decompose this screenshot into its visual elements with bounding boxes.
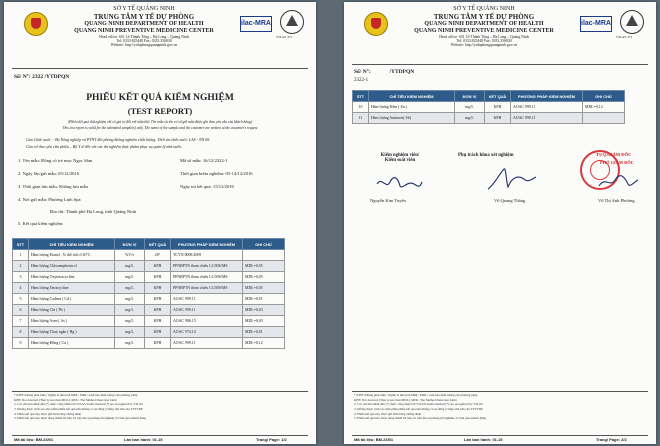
table-row xyxy=(13,327,285,338)
stt-cell: 5 xyxy=(13,294,29,305)
unit-cell: %V/v xyxy=(115,250,145,261)
footer-page: Trang/ Page: 2/2 xyxy=(596,437,627,442)
dept-name-en: QUANG NINH DEPARTMENT OF HEALTH xyxy=(424,20,544,27)
note-line: 2. Các chỉ tiêu đánh dấu (*) được công nhận bởi VILAS/ Items marked (*) are recognized by VILAS xyxy=(14,402,143,407)
unit-cell: mg/L xyxy=(115,283,145,294)
website: Website: http://ytduphongquangninh.gov.vn xyxy=(110,43,178,48)
table-row xyxy=(353,102,625,113)
org-header xyxy=(54,6,234,48)
method-cell: PPNBPTN tham chiếu LC/MS/MS xyxy=(171,261,243,272)
column-header-parameter: CHỈ TIÊU KIỂM NGHIỆM xyxy=(29,239,115,250)
table-row xyxy=(13,338,285,349)
test-report-page-1 xyxy=(4,2,316,444)
parameter-cell: Hàm lượng Tetracycline xyxy=(29,283,115,294)
center-name-vi: TRUNG TÂM Y TẾ DỰ PHÒNG xyxy=(433,12,535,21)
result-cell: KPH xyxy=(485,113,511,124)
parameter-cell: Hàm lượng Oxytetracycline xyxy=(29,272,115,283)
footer-divider xyxy=(12,435,308,436)
note-line: KPH: Not detected (That is less than MDL); MDL: The Method Detection Limit xyxy=(14,397,117,402)
inspector-name: Nguyễn Kim Tuyến xyxy=(370,198,406,203)
sample-info-2: 2. Ngày lấy/gửi mẫu: 05/12/2016 xyxy=(18,171,80,176)
note-line: 5. Phiếu kết quả này được đóng thành 02 bản, 01 bản lưu tại phòng thí nghiệm, 01 bản giao khách hàng xyxy=(354,416,486,421)
org-header xyxy=(394,6,574,48)
stt-cell: 3 xyxy=(13,272,29,283)
column-header-stt: STT xyxy=(13,239,29,250)
note-cell: MDL=0,01 xyxy=(243,294,285,305)
unit-cell: mg/L xyxy=(455,113,485,124)
column-header-unit: ĐƠN VỊ xyxy=(115,239,145,250)
column-header-note: GHI CHÚ xyxy=(243,239,285,250)
result-cell: 20° xyxy=(145,250,171,261)
inspector-label: Kiểm nghiệm viên/ Kiểm soát viên xyxy=(380,153,420,163)
unit-cell: mg/L xyxy=(115,272,145,283)
parameter-cell: Hàm lượng Chloramphenicol xyxy=(29,261,115,272)
report-title-en: (TEST REPORT) xyxy=(127,106,193,116)
sample-info-3: 3. Thời gian lưu mẫu: Không lưu mẫu xyxy=(18,184,88,189)
result-cell: KPH xyxy=(145,261,171,272)
doc-number-value: /YTDPQN xyxy=(389,69,415,75)
unit-cell: mg/L xyxy=(455,102,485,113)
address: Head office: 651 Lê Thánh Tông – Hạ Long – Quảng Ninh xyxy=(99,34,189,39)
vilas-code: VILAS 371 xyxy=(616,35,633,39)
column-header-method: PHƯƠNG PHÁP KIỂM NGHIỆM xyxy=(511,91,583,102)
stt-cell: 9 xyxy=(13,338,29,349)
disclaimer-en: This test report is valid for the submitted sample(s) only. The name of the sample and the customer are written at the customer's request xyxy=(62,126,258,130)
address: Head office: 651 Lê Thánh Tông – Hạ Long – Quảng Ninh xyxy=(439,34,529,39)
note-line: 3. Không được trích sao một phần phiếu kết quả nếu không có sự đồng ý bằng văn bản của TTYTDP xyxy=(354,406,483,411)
tel-fax: Tel: 0333.825448 Fax: 0333.356830 xyxy=(456,39,512,44)
parameter-cell: Hàm lượng Antimon( Sb) xyxy=(369,113,455,124)
parameter-cell: Hàm lượng Asen ( As ) xyxy=(29,316,115,327)
column-header-result: KẾT QUẢ xyxy=(485,91,511,102)
tel-fax: Tel: 0333.825448 Fax: 0333.356830 xyxy=(116,39,172,44)
results-table xyxy=(12,238,285,349)
method-cell: AOAC 999.11 xyxy=(171,294,243,305)
stt-cell: 1 xyxy=(13,250,29,261)
stt-cell: 2 xyxy=(13,261,29,272)
center-name-en: QUANG NINH PREVENTIVE MEDICINE CENTER xyxy=(414,27,554,34)
note-cell: MDL=0,12 xyxy=(583,102,625,113)
result-cell: KPH xyxy=(145,283,171,294)
lab-head-signature xyxy=(484,165,540,195)
note-cell: MDL=0,05 xyxy=(243,283,285,294)
lab-head-label: Phụ trách khoa xét nghiệm xyxy=(458,153,514,158)
vilas-logo-icon xyxy=(280,10,304,34)
header-divider xyxy=(12,68,308,69)
note-cell: MDL=0,03 xyxy=(243,305,285,316)
footer-issue: Lần ban hành: 01.15 xyxy=(464,437,503,442)
column-header-result: KẾT QUẢ xyxy=(145,239,171,250)
result-cell: KPH xyxy=(145,272,171,283)
column-header-method: PHƯƠNG PHÁP KIỂM NGHIỆM xyxy=(171,239,243,250)
table-row xyxy=(13,283,285,294)
note-line: 5. Phiếu kết quả này được đóng thành 02 bản, 01 bản lưu tại phòng thí nghiệm, 01 bản giao khách hàng xyxy=(14,416,146,421)
unit-cell: mg/L xyxy=(115,305,145,316)
stt-cell: 10 xyxy=(353,102,369,113)
note-cell xyxy=(243,250,285,261)
note-line: 4. Phiếu kết quả này được gửi kèm bảng chứng nhận xyxy=(354,411,422,416)
unit-cell: mg/L xyxy=(115,327,145,338)
column-header-note: GHI CHÚ xyxy=(583,91,625,102)
doc-number-label: Số/ N°: xyxy=(354,69,371,75)
result-cell: KPH xyxy=(145,305,171,316)
ministry-name: SỞ Y TẾ QUẢNG NINH xyxy=(453,6,515,12)
ilac-mra-logo: ilac-MRA xyxy=(240,16,272,32)
results-table-continued xyxy=(352,90,625,124)
unit-cell: mg/L xyxy=(115,316,145,327)
footer-doc-code: Mã tài liệu: BM.23/01 xyxy=(14,437,54,442)
note-cell: MDL=0,01 xyxy=(243,327,285,338)
stt-cell: 7 xyxy=(13,316,29,327)
website: Website: http://ytduphongquangninh.gov.vn xyxy=(450,43,518,48)
note-line: 3. Không được trích sao một phần phiếu kết quả nếu không có sự đồng ý bằng văn bản của TTYTDP xyxy=(14,406,143,411)
method-cell: TCVN 8008:2009 xyxy=(171,250,243,261)
sample-info-5: 5. Kết quả kiểm nghiệm: xyxy=(18,221,64,226)
method-cell: AOAC 999.11 xyxy=(171,305,243,316)
director-name: Vũ Thị Anh Phương xyxy=(598,198,635,203)
method-cell: AOAC 999.11 xyxy=(171,338,243,349)
note-line: 2. Các chỉ tiêu đánh dấu (*) được công nhận bởi VILAS/ Items marked (*) are recognized by VILAS xyxy=(354,402,483,407)
director-signature xyxy=(596,172,640,192)
note-cell: MDL=0,05 xyxy=(243,272,285,283)
doc-number xyxy=(354,69,414,75)
table-row xyxy=(13,250,285,261)
stt-cell: 8 xyxy=(13,327,29,338)
table-row xyxy=(13,294,285,305)
table-row xyxy=(353,113,625,124)
sample-code: Mã số mẫu: 16/12/2322-1 xyxy=(180,158,228,163)
sample-info-1: 1. Tên mẫu: Đồng cỏ trẻ mục Ngọc Sâm xyxy=(18,158,93,163)
test-period: Thời gian kiểm nghiệm: 05-14/12/2016 xyxy=(180,171,253,176)
vilas-code: VILAS 371 xyxy=(276,35,293,39)
method-cell: PPNBPTN tham chiếu LC/MS/MS xyxy=(171,272,243,283)
doc-sub-number: 2322-1 xyxy=(354,78,369,83)
parameter-cell: Hàm lượng Etanol , % thể tích ở 20°C xyxy=(29,250,115,261)
parameter-cell: Hàm lượng Cadimi ( Cd ) xyxy=(29,294,115,305)
notes-divider xyxy=(12,391,308,392)
sample-info-4: 4. Nơi gửi mẫu: Phương Linh Spa xyxy=(18,197,81,202)
center-logo-icon xyxy=(24,12,48,36)
table-row xyxy=(13,261,285,272)
note-line: * KPH: Không phát hiện / Nghĩa là nhỏ hơn MDL; MDL: Giới hạn định lượng của phương pháp xyxy=(14,393,138,397)
result-cell: KPH xyxy=(145,338,171,349)
footer-divider xyxy=(352,435,648,436)
method-cell: AOAC 999.11 xyxy=(511,113,583,124)
note-cell: MDL=0,05 xyxy=(243,261,285,272)
doc-number-label: Số/ N°: xyxy=(14,74,31,80)
method-cell: AOAC 999.11 xyxy=(511,102,583,113)
note-cell: MDL=0,03 xyxy=(243,316,285,327)
notes-divider xyxy=(352,391,648,392)
method-cell: AOAC 986.15 xyxy=(171,316,243,327)
director-label: TUQ.GIÁM ĐỐC xyxy=(596,152,632,157)
note-line: 4. Phiếu kết quả này được gửi kèm bảng chứng nhận xyxy=(14,411,82,416)
unit-cell: mg/L xyxy=(115,261,145,272)
report-notes xyxy=(14,393,310,421)
disclaimer-vi: (Phiếu kết quả thử nghiệm chỉ có giá trị đối với mẫu thử. Tên mẫu và tên cơ sở gửi mẫu được ghi theo yêu cầu của khách hàng) xyxy=(68,120,252,124)
sample-address: Địa chỉ: Thành phố Hạ Long, tỉnh Quảng Ninh xyxy=(50,209,137,214)
result-cell: KPH xyxy=(485,102,511,113)
center-name-vi: TRUNG TÂM Y TẾ DỰ PHÒNG xyxy=(93,12,195,21)
method-cell: PPNBPTN tham chiếu LC/MS/MS xyxy=(171,283,243,294)
result-cell: KPH xyxy=(145,316,171,327)
note-cell xyxy=(583,113,625,124)
header-divider xyxy=(352,64,648,65)
stt-cell: 4 xyxy=(13,283,29,294)
stt-cell: 11 xyxy=(353,113,369,124)
director-sub-label: PHÓ GIÁM ĐỐC xyxy=(600,160,634,165)
note-cell: MDL=0,12 xyxy=(243,338,285,349)
lab-head-name: Vũ Quang Thắng xyxy=(494,198,526,203)
ministry-name: SỞ Y TẾ QUẢNG NINH xyxy=(113,6,175,12)
footer-doc-code: Mã tài liệu: BM.23/01 xyxy=(354,437,394,442)
stt-cell: 6 xyxy=(13,305,29,316)
column-header-unit: ĐƠN VỊ xyxy=(455,91,485,102)
note-line: KPH: Not detected (That is less than MDL); MDL: The Method Detection Limit xyxy=(354,397,457,402)
dept-name-en: QUANG NINH DEPARTMENT OF HEALTH xyxy=(84,20,204,27)
report-notes xyxy=(354,393,650,421)
center-logo-icon xyxy=(364,12,388,36)
unit-cell: mg/L xyxy=(115,338,145,349)
footer-issue: Lần ban hành: 01.15 xyxy=(124,437,163,442)
parameter-cell: Hàm lượng Chì ( Pb ) xyxy=(29,305,115,316)
result-cell: KPH xyxy=(145,294,171,305)
parameter-cell: Hàm lượng Đồng ( Cu ) xyxy=(29,338,115,349)
unit-cell: mg/L xyxy=(115,294,145,305)
column-header-parameter: CHỈ TIÊU KIỂM NGHIỆM xyxy=(369,91,455,102)
table-row xyxy=(13,316,285,327)
result-cell: KPH xyxy=(145,327,171,338)
result-date: Ngày trả kết quả: 15/12/2016 xyxy=(180,184,234,189)
test-report-page-2 xyxy=(344,2,656,444)
center-name-en: QUANG NINH PREVENTIVE MEDICINE CENTER xyxy=(74,27,214,34)
legal-basis-1: Căn Chức nuôi: - Bộ Nông nghiệp và PTNT đối phòng không nghiệm chất lượng. Thời ăn chức nuôi: LAS - NN 69. xyxy=(26,137,211,142)
method-cell: AOAC 974.14 xyxy=(171,327,243,338)
parameter-cell: Hàm lượng Kẽm ( Zn ) xyxy=(369,102,455,113)
table-header-row xyxy=(353,91,625,102)
report-title-vi: PHIẾU KẾT QUẢ KIỂM NGHIỆM xyxy=(86,93,234,103)
ilac-mra-logo: ilac-MRA xyxy=(580,16,612,32)
parameter-cell: Hàm lượng Thuỷ ngân ( Hg ) xyxy=(29,327,115,338)
vilas-logo-icon xyxy=(620,10,644,34)
doc-number-value: 2322 /YTDPQN xyxy=(32,74,70,80)
table-header-row xyxy=(13,239,285,250)
table-row xyxy=(13,305,285,316)
legal-basis-2: Căn cứ theo yêu cầu phiếu – Bộ Y tế đối với các thí nghiệm thực phẩm phục vụ quản lý nhà nước. xyxy=(26,144,183,149)
inspector-signature xyxy=(374,172,424,194)
table-row xyxy=(13,272,285,283)
footer-page: Trang/ Page: 1/2 xyxy=(256,437,287,442)
note-line: * KPH: Không phát hiện / Nghĩa là nhỏ hơn MDL; MDL: Giới hạn định lượng của phương pháp xyxy=(354,393,478,397)
column-header-stt: STT xyxy=(353,91,369,102)
doc-number xyxy=(14,74,69,80)
